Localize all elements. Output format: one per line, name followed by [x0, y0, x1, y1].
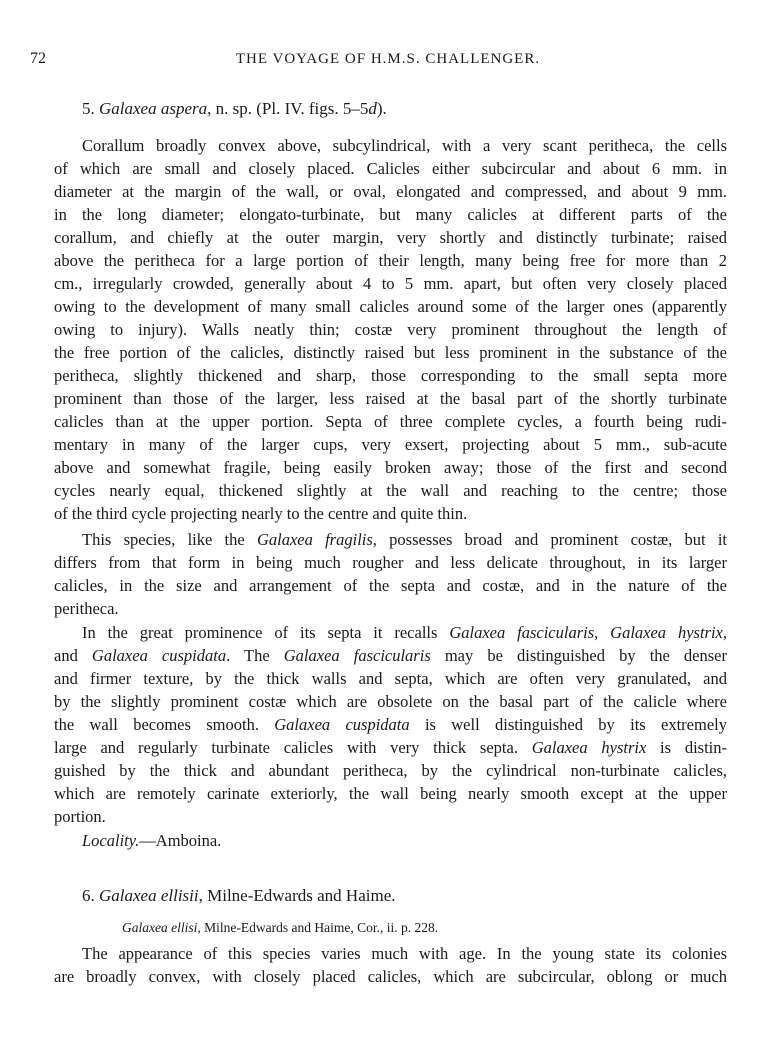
page-number: 72 — [30, 50, 46, 67]
species-6-paragraph-1 — [54, 942, 727, 988]
italic-text: Galaxea cuspidata — [274, 715, 410, 734]
text-run: . The — [226, 646, 284, 665]
text-run: peritheca, slightly thickened and sharp, those corresponding to the small septa more — [54, 366, 727, 385]
text-line — [54, 226, 727, 249]
text-line — [54, 180, 727, 203]
text-run: In the great prominence of its septa it recalls — [82, 623, 450, 642]
text-line — [54, 502, 727, 525]
text-line — [54, 272, 727, 295]
italic-text: Galaxea cuspidata — [91, 646, 227, 665]
text-run: of the third cycle projecting nearly to the centre and quite thin. — [54, 504, 468, 523]
text-run: , possesses broad and prominent costæ, but it — [372, 530, 728, 549]
italic-text: Galaxea aspera — [99, 99, 208, 118]
text-run: , — [594, 623, 611, 642]
species-6-citation — [122, 918, 438, 938]
text-run: cycles nearly equal, thickened slightly at the wall and reaching to the centre; those — [54, 481, 727, 500]
text-line — [54, 528, 727, 551]
species-5-heading — [82, 97, 387, 120]
species-5-paragraph-2 — [54, 528, 727, 620]
text-run: The appearance of this species varies much with age. In the young state its colonies — [82, 944, 727, 963]
text-run: may be distinguished by the denser — [430, 646, 727, 665]
text-line — [54, 942, 727, 965]
text-run: large and regularly turbinate calicles with very thick septa. — [54, 738, 532, 757]
text-run: guished by the thick and abundant peritheca, by the cylindrical non-turbinate calicles, — [54, 761, 727, 780]
text-line — [54, 203, 727, 226]
text-run: This species, like the — [82, 530, 257, 549]
text-line — [54, 621, 727, 644]
text-line — [54, 479, 727, 502]
text-line — [54, 667, 727, 690]
text-run: Corallum broadly convex above, subcylindrical, with a very scant peritheca, the cells — [82, 136, 727, 155]
text-run: , — [722, 623, 727, 642]
text-line — [54, 574, 727, 597]
text-run: which are remotely carinate exteriorly, the wall being nearly smooth except at the upper — [54, 784, 727, 803]
text-run: is well distinguished by its extremely — [409, 715, 727, 734]
text-line — [54, 690, 727, 713]
text-run: in the long diameter; elongato-turbinate, but many calicles at different parts of the — [54, 205, 727, 224]
text-run: mentary in many of the larger cups, very exsert, projecting about 5 mm., sub-acute — [54, 435, 727, 454]
text-line — [54, 713, 727, 736]
text-line — [54, 387, 727, 410]
text-run: calicles, in the size and arrangement of the septa and costæ, and in the nature of the — [54, 576, 727, 595]
text-line — [54, 433, 727, 456]
text-run: owing to the development of many small calicles around some of the larger ones (apparently — [54, 297, 727, 316]
species-5-paragraph-3 — [54, 621, 727, 828]
text-run: the free portion of the calicles, distinctly raised but less prominent in the substance of the — [54, 343, 727, 362]
text-line — [54, 295, 727, 318]
text-run: corallum, and chiefly at the outer margin, very shortly and distinctly turbinate; raised — [54, 228, 727, 247]
text-line — [54, 644, 727, 667]
text-run: prominent than those of the larger, less raised at the basal part of the shortly turbinate — [54, 389, 727, 408]
running-header — [0, 48, 776, 70]
text-line — [54, 829, 727, 852]
text-run: diameter at the margin of the wall, or oval, elongated and compressed, and about 9 mm. — [54, 182, 727, 201]
running-title: THE VOYAGE OF H.M.S. CHALLENGER. — [235, 51, 541, 67]
italic-text: Galaxea fascicularis — [449, 623, 595, 642]
text-run: above the peritheca for a large portion of their length, many being free for more than 2 — [54, 251, 727, 270]
italic-text: Galaxea ellisii — [99, 886, 199, 905]
text-run: , n. sp. (Pl. IV. figs. 5–5 — [207, 99, 369, 118]
species-6-heading — [82, 884, 396, 907]
text-run: above and somewhat fragile, being easily broken away; those of the first and second — [54, 458, 727, 477]
text-run: is distin- — [646, 738, 727, 757]
text-run: of which are small and closely placed. Calicles either subcircular and about 6 mm. in — [54, 159, 727, 178]
text-line — [54, 249, 727, 272]
text-line — [54, 364, 727, 387]
text-line — [54, 410, 727, 433]
text-line — [54, 134, 727, 157]
text-line — [54, 157, 727, 180]
text-run: differs from that form in being much rougher and less delicate throughout, in its larger — [54, 553, 727, 572]
text-run: portion. — [54, 807, 106, 826]
species-5-paragraph-1 — [54, 134, 727, 525]
italic-text: Locality. — [82, 831, 140, 850]
text-line — [54, 341, 727, 364]
text-run: are broadly convex, with closely placed calicles, which are subcircular, oblong or much — [54, 967, 727, 986]
text-line — [54, 456, 727, 479]
italic-text: Galaxea fragilis — [256, 530, 373, 549]
text-run: owing to injury). Walls neatly thin; costæ very prominent throughout the length of — [54, 320, 727, 339]
text-run: , Milne-Edwards and Haime. — [198, 886, 396, 905]
text-line — [54, 805, 727, 828]
text-run: 6. — [82, 886, 99, 905]
italic-text: Galaxea hystrix — [610, 623, 723, 642]
text-run: by the slightly prominent costæ which are obsolete on the basal part of the calicle where — [54, 692, 727, 711]
text-run: peritheca. — [54, 599, 119, 618]
italic-text: Galaxea fascicularis — [283, 646, 431, 665]
text-line — [54, 736, 727, 759]
italic-text: d — [368, 99, 377, 118]
text-line — [54, 597, 727, 620]
text-run: the wall becomes smooth. — [54, 715, 275, 734]
text-run: —Amboina. — [139, 831, 222, 850]
italic-text: Galaxea ellisi — [122, 920, 198, 935]
text-run: , Milne-Edwards and Haime, Cor., ii. p. 228. — [197, 920, 439, 935]
species-5-locality — [54, 829, 727, 852]
text-line — [54, 782, 727, 805]
text-run: ). — [376, 99, 387, 118]
italic-text: Galaxea hystrix — [531, 738, 647, 757]
text-run: calicles than at the upper portion. Septa of three complete cycles, a fourth being rudi- — [54, 412, 727, 431]
text-line — [54, 318, 727, 341]
text-run: 5. — [82, 99, 99, 118]
text-line — [54, 965, 727, 988]
text-line — [54, 551, 727, 574]
text-run: and — [54, 646, 92, 665]
text-line — [54, 759, 727, 782]
text-run: and firmer texture, by the thick walls and septa, which are often very granulated, and — [54, 669, 727, 688]
text-run: cm., irregularly crowded, generally about 4 to 5 mm. apart, but often very closely placed — [54, 274, 727, 293]
